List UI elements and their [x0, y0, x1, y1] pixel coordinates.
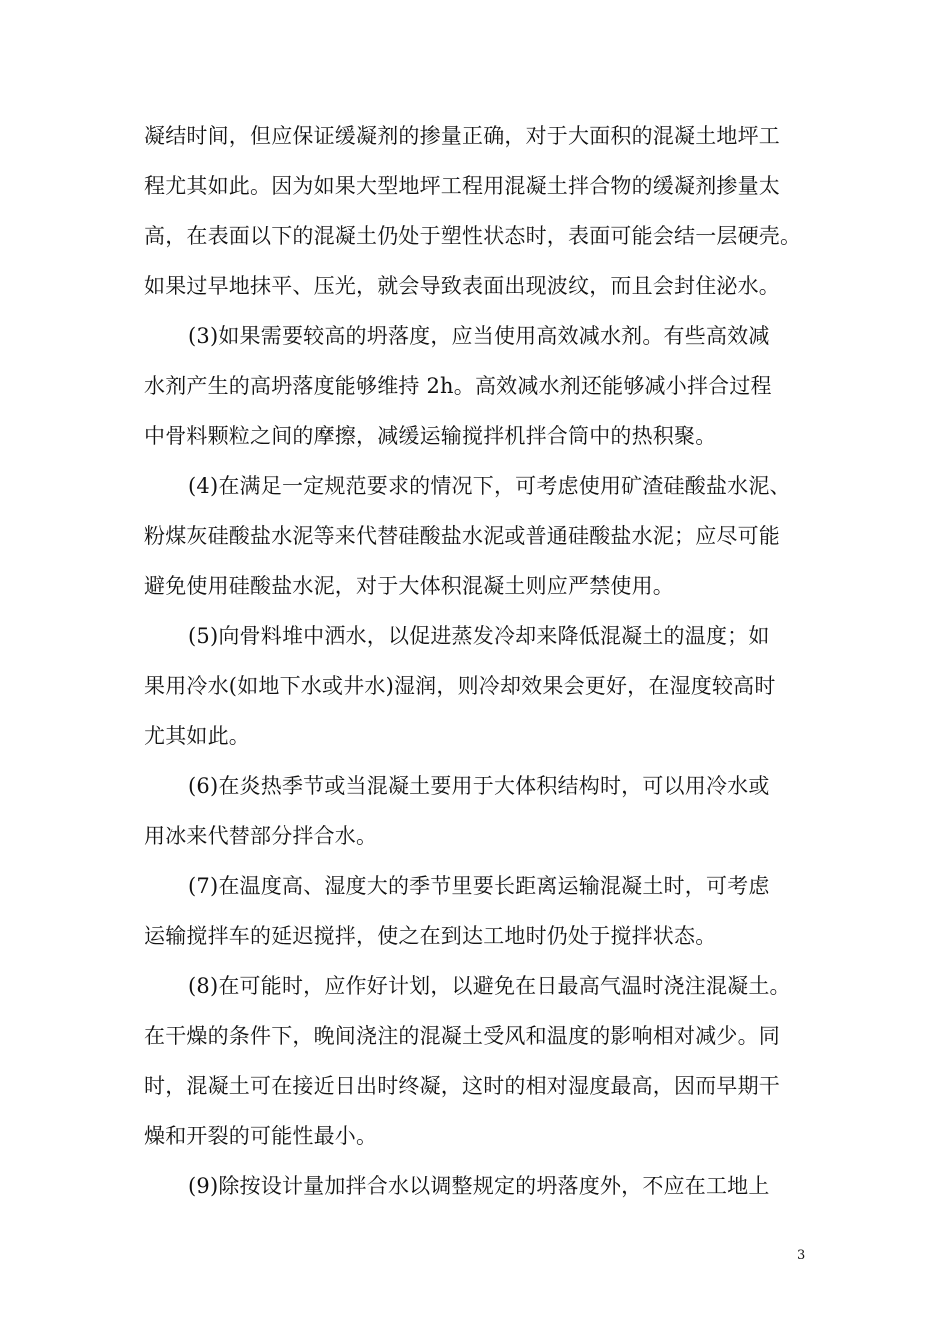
paragraph-start-line: (6)在炎热季节或当混凝土要用于大体积结构时，可以用冷水或: [188, 774, 770, 798]
text-line: 中骨料颗粒之间的摩擦，减缓运输搅拌机拌合筒中的热积聚。: [144, 424, 717, 448]
text-line: 避免使用硅酸盐水泥，对于大体积混凝土则应严禁使用。: [144, 574, 674, 598]
paragraph-start-line: (4)在满足一定规范要求的情况下，可考虑使用矿渣硅酸盐水泥、: [188, 474, 791, 498]
text-line: 水剂产生的高坍落度能够维持 2h。高效减水剂还能够减小拌合过程: [144, 374, 772, 398]
text-line: 用冰来代替部分拌合水。: [144, 824, 378, 848]
text-line: 粉煤灰硅酸盐水泥等来代替硅酸盐水泥或普通硅酸盐水泥；应尽可能: [144, 524, 780, 548]
paragraph-start-line: (7)在温度高、湿度大的季节里要长距离运输混凝土时，可考虑: [188, 874, 770, 898]
text-line: 在干燥的条件下，晚间浇注的混凝土受风和温度的影响相对减少。同: [144, 1024, 780, 1048]
text-line: 如果过早地抹平、压光，就会导致表面出现波纹，而且会封住泌水。: [144, 274, 780, 298]
text-line: 运输搅拌车的延迟搅拌，使之在到达工地时仍处于搅拌状态。: [144, 924, 717, 948]
text-line: 尤其如此。: [144, 724, 250, 748]
text-line: 燥和开裂的可能性最小。: [144, 1124, 378, 1148]
page-number: 3: [797, 1248, 806, 1263]
paragraph-start-line: (5)向骨料堆中洒水，以促进蒸发冷却来降低混凝土的温度；如: [188, 624, 770, 648]
paragraph-start-line: (8)在可能时，应作好计划，以避免在日最高气温时浇注混凝土。: [188, 974, 791, 998]
text-line: 高，在表面以下的混凝土仍处于塑性状态时，表面可能会结一层硬壳。: [144, 224, 802, 248]
paragraph-start-line: (3)如果需要较高的坍落度，应当使用高效减水剂。有些高效减: [188, 324, 770, 348]
text-line: 程尤其如此。因为如果大型地坪工程用混凝土拌合物的缓凝剂掺量太: [144, 174, 780, 198]
text-line: 凝结时间，但应保证缓凝剂的掺量正确，对于大面积的混凝土地坪工: [144, 124, 780, 148]
paragraph-start-line: (9)除按设计量加拌合水以调整规定的坍落度外，不应在工地上: [188, 1174, 770, 1198]
text-line: 时，混凝土可在接近日出时终凝，这时的相对湿度最高，因而早期干: [144, 1074, 780, 1098]
text-line: 果用冷水(如地下水或井水)湿润，则冷却效果会更好，在湿度较高时: [144, 674, 776, 698]
